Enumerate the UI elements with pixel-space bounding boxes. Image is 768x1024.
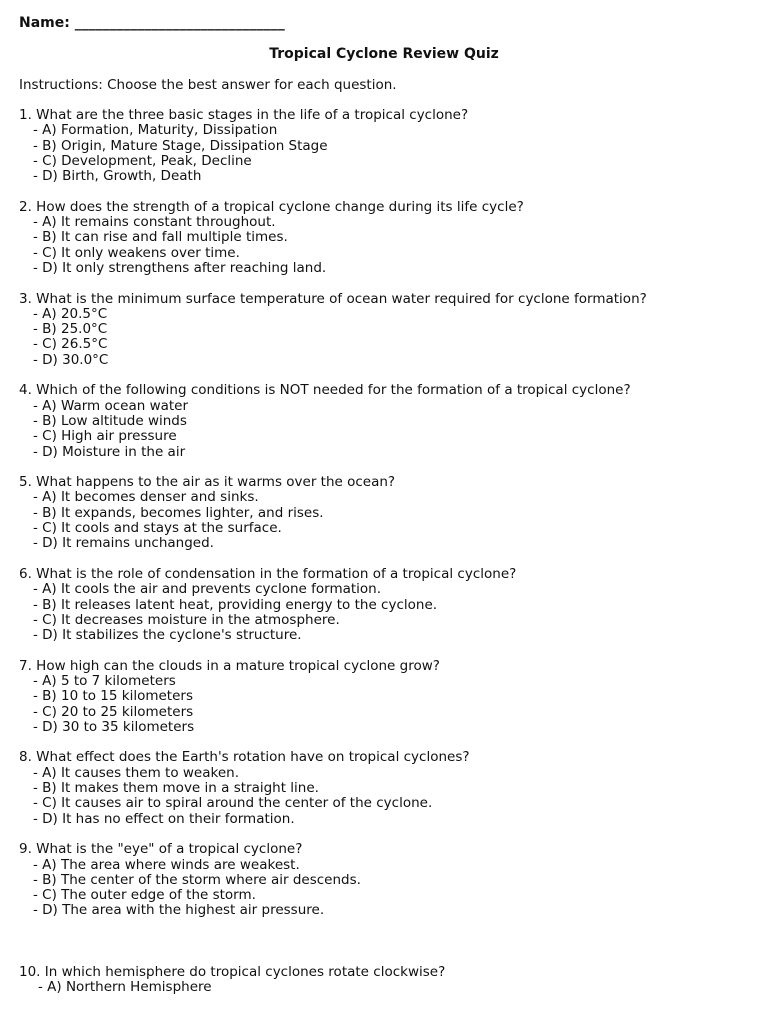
instructions: Instructions: Choose the best answer for each question.: [19, 77, 397, 93]
question-text: 6. What is the role of condensation in the formation of a tropical cyclone?: [19, 565, 517, 582]
answer-option: - D) It has no effect on their formation.: [33, 810, 295, 827]
answer-option: - C) Development, Peak, Decline: [33, 152, 252, 169]
answer-option: - C) It decreases moisture in the atmosphere.: [33, 611, 340, 628]
spacer: [19, 827, 759, 842]
name-field-label: Name: ______________________________: [19, 15, 285, 31]
answer-option: - D) It stabilizes the cyclone's structure.: [33, 627, 302, 644]
answer-option: - C) It cools and stays at the surface.: [33, 520, 282, 537]
question-10: [19, 965, 759, 996]
question-4: [19, 383, 759, 459]
spacer: [19, 368, 759, 383]
answer-option: - B) It expands, becomes lighter, and rises.: [33, 504, 324, 521]
page-title: Tropical Cyclone Review Quiz: [269, 46, 499, 62]
answer-option: - C) High air pressure: [33, 428, 177, 445]
question-text: 4. Which of the following conditions is NOT needed for the formation of a tropical cyclone?: [19, 382, 631, 399]
spacer: [19, 552, 759, 567]
answer-option: - A) 20.5°C: [33, 305, 108, 322]
answer-option: - A) Formation, Maturity, Dissipation: [33, 122, 278, 139]
answer-option: - A) The area where winds are weakest.: [33, 856, 300, 873]
question-text: 3. What is the minimum surface temperature of ocean water required for cyclone formation?: [19, 290, 647, 307]
question-6: [19, 567, 759, 643]
question-2: [19, 200, 759, 276]
answer-option: - C) It causes air to spiral around the center of the cyclone.: [33, 795, 433, 812]
question-text: 10. In which hemisphere do tropical cyclones rotate clockwise?: [19, 963, 446, 980]
answer-option: - A) It becomes denser and sinks.: [33, 489, 259, 506]
answer-option: - C) It only weakens over time.: [33, 244, 240, 261]
spacer: [19, 735, 759, 750]
question-text: 7. How high can the clouds in a mature tropical cyclone grow?: [19, 657, 440, 674]
answer-option: - B) The center of the storm where air descends.: [33, 871, 361, 888]
answer-option: - D) It remains unchanged.: [33, 535, 214, 552]
answer-option: - C) The outer edge of the storm.: [33, 887, 256, 904]
question-text: 9. What is the "eye" of a tropical cyclone?: [19, 841, 303, 858]
question-9: [19, 842, 759, 918]
question-text: 8. What effect does the Earth's rotation have on tropical cyclones?: [19, 749, 470, 766]
answer-option: - B) 25.0°C: [33, 321, 108, 338]
spacer: [19, 643, 759, 658]
question-1: [19, 108, 759, 184]
answer-option: - A) Warm ocean water: [33, 397, 189, 414]
answer-option: - C) 20 to 25 kilometers: [33, 703, 194, 720]
answer-option: - D) 30 to 35 kilometers: [33, 718, 195, 735]
answer-option: - D) 30.0°C: [33, 351, 109, 368]
answer-option: - B) It releases latent heat, providing energy to the cyclone.: [33, 596, 438, 613]
answer-option: - B) Low altitude winds: [33, 412, 187, 429]
answer-option: - D) Birth, Growth, Death: [33, 168, 202, 185]
question-text: 1. What are the three basic stages in the life of a tropical cyclone?: [19, 107, 469, 123]
answer-option: - D) It only strengthens after reaching land.: [33, 259, 327, 276]
answer-option: - A) Northern Hemisphere: [38, 979, 212, 996]
question-list: [19, 108, 759, 995]
spacer: [19, 460, 759, 475]
question-3: [19, 292, 759, 368]
answer-option: - B) It makes them move in a straight line.: [33, 780, 319, 797]
question-5: [19, 475, 759, 551]
question-text: 2. How does the strength of a tropical cyclone change during its life cycle?: [19, 198, 524, 215]
answer-option: - A) It causes them to weaken.: [33, 764, 239, 781]
question-text: 5. What happens to the air as it warms over the ocean?: [19, 474, 396, 491]
answer-option: - B) 10 to 15 kilometers: [33, 688, 193, 705]
question-7: [19, 659, 759, 735]
answer-option: - B) Origin, Mature Stage, Dissipation Stage: [33, 137, 328, 154]
answer-option: - D) Moisture in the air: [33, 443, 186, 460]
answer-option: - D) The area with the highest air pressure.: [33, 902, 325, 919]
answer-option: - A) It cools the air and prevents cyclone formation.: [33, 581, 382, 598]
spacer: [19, 276, 759, 291]
answer-option: - A) 5 to 7 kilometers: [33, 672, 176, 689]
spacer: [19, 184, 759, 199]
answer-option: - B) It can rise and fall multiple times.: [33, 229, 288, 246]
spacer: [19, 919, 759, 965]
answer-option: - A) It remains constant throughout.: [33, 214, 276, 231]
question-8: [19, 750, 759, 826]
answer-option: - C) 26.5°C: [33, 336, 108, 353]
